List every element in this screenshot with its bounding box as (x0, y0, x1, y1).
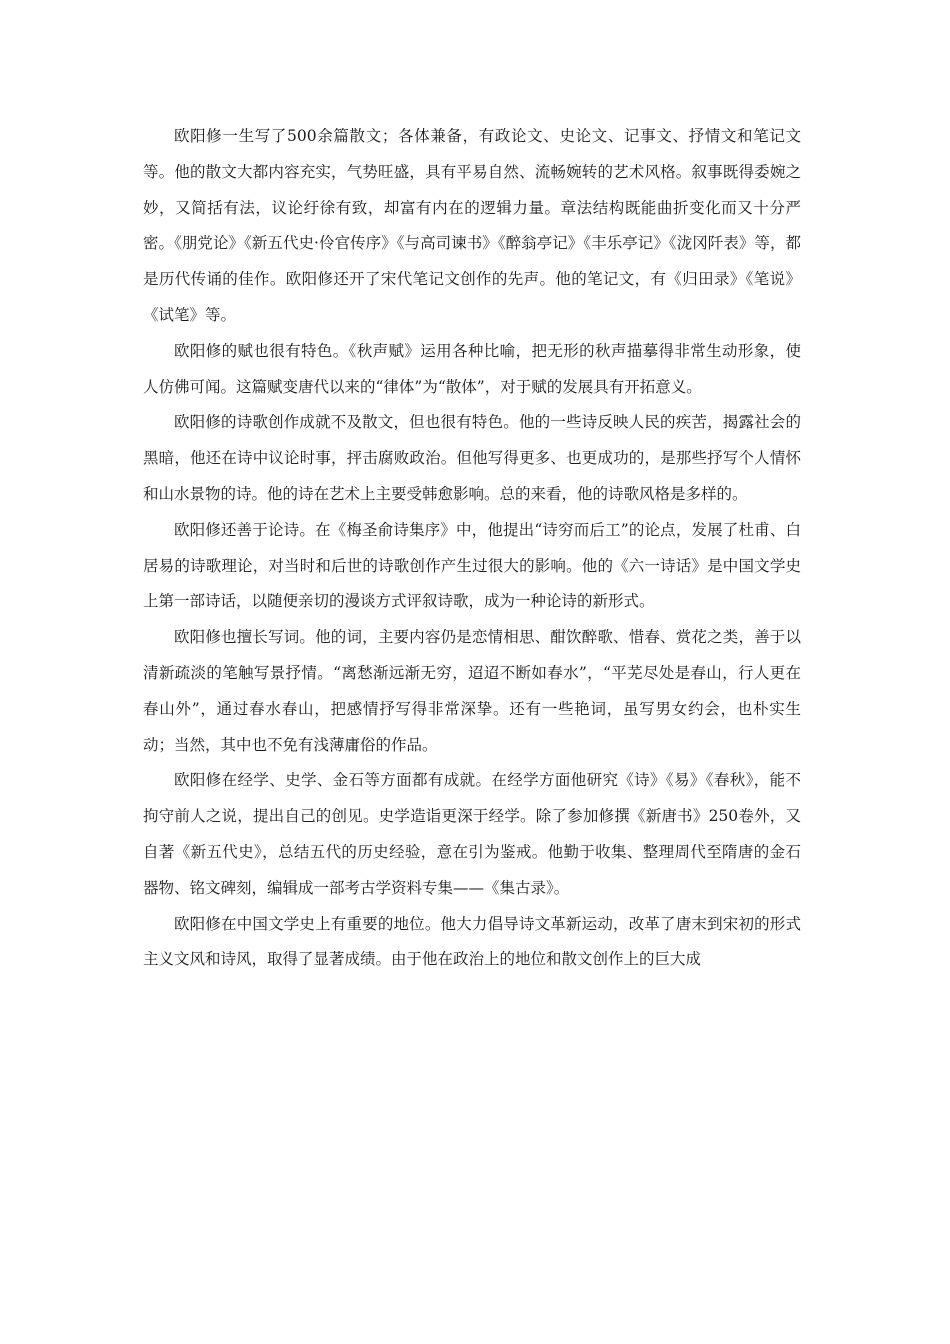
paragraph-scholarship: 欧阳修在经学、史学、金石等方面都有成就。在经学方面他研究《诗》《易》《春秋》，能不拘守前人之说，提出自己的创见。史学造诣更深于经学。除了参加修撰《新唐书》250卷外，又自著《新五代史》，总结五代的历史经验，意在引为鉴戒。他勤于收集、整理周代至隋唐的金石器物、铭文碑刻，编辑成一部考古学资料专集——《集古录》。 (143, 771, 801, 897)
article-body (143, 119, 801, 978)
paragraph-poetry: 欧阳修的诗歌创作成就不及散文，但也很有特色。他的一些诗反映人民的疾苦，揭露社会的黑暗，他还在诗中议论时事，抨击腐败政治。但他写得更多、也更成功的，是那些抒写个人情怀和山水景物的诗。他的诗在艺术上主要受韩愈影响。总的来看，他的诗歌风格是多样的。 (143, 413, 801, 503)
paragraph-prose: 欧阳修一生写了500余篇散文；各体兼备，有政论文、史论文、记事文、抒情文和笔记文等。他的散文大都内容充实，气势旺盛，具有平易自然、流畅婉转的艺术风格。叙事既得委婉之妙，又简括有法，议论纡徐有致，却富有内在的逻辑力量。章法结构既能曲折变化而又十分严密。《朋党论》《新五代史·伶官传序》《与高司谏书》《醉翁亭记》《丰乐亭记》《泷冈阡表》等，都是历代传诵的佳作。欧阳修还开了宋代笔记文创作的先声。他的笔记文，有《归田录》《笔说》《试笔》等。 (143, 127, 801, 324)
paragraph-poetry-criticism: 欧阳修还善于论诗。在《梅圣俞诗集序》中，他提出“诗穷而后工”的论点，发展了杜甫、白居易的诗歌理论，对当时和后世的诗歌创作产生过很大的影响。他的《六一诗话》是中国文学史上第一部诗话，以随便亲切的漫谈方式评叙诗歌，成为一种论诗的新形式。 (143, 520, 801, 611)
paragraph-fu: 欧阳修的赋也很有特色。《秋声赋》运用各种比喻，把无形的秋声描摹得非常生动形象，使人仿佛可闻。这篇赋变唐代以来的“律体”为“散体”，对于赋的发展具有开拓意义。 (143, 341, 801, 396)
paragraph-ci: 欧阳修也擅长写词。他的词，主要内容仍是恋情相思、酣饮醉歌、惜春、赏花之类，善于以清新疏淡的笔触写景抒情。“离愁渐远渐无穷，迢迢不断如春水”，“平芜尽处是春山，行人更在春山外”，通过春水春山，把感情抒写得非常深挚。还有一些艳词，虽写男女约会，也朴实生动；当然，其中也不免有浅薄庸俗的作品。 (143, 628, 801, 754)
paragraph-status: 欧阳修在中国文学史上有重要的地位。他大力倡导诗文革新运动，改革了唐末到宋初的形式主义文风和诗风，取得了显著成绩。由于他在政治上的地位和散文创作上的巨大成 (143, 914, 801, 969)
